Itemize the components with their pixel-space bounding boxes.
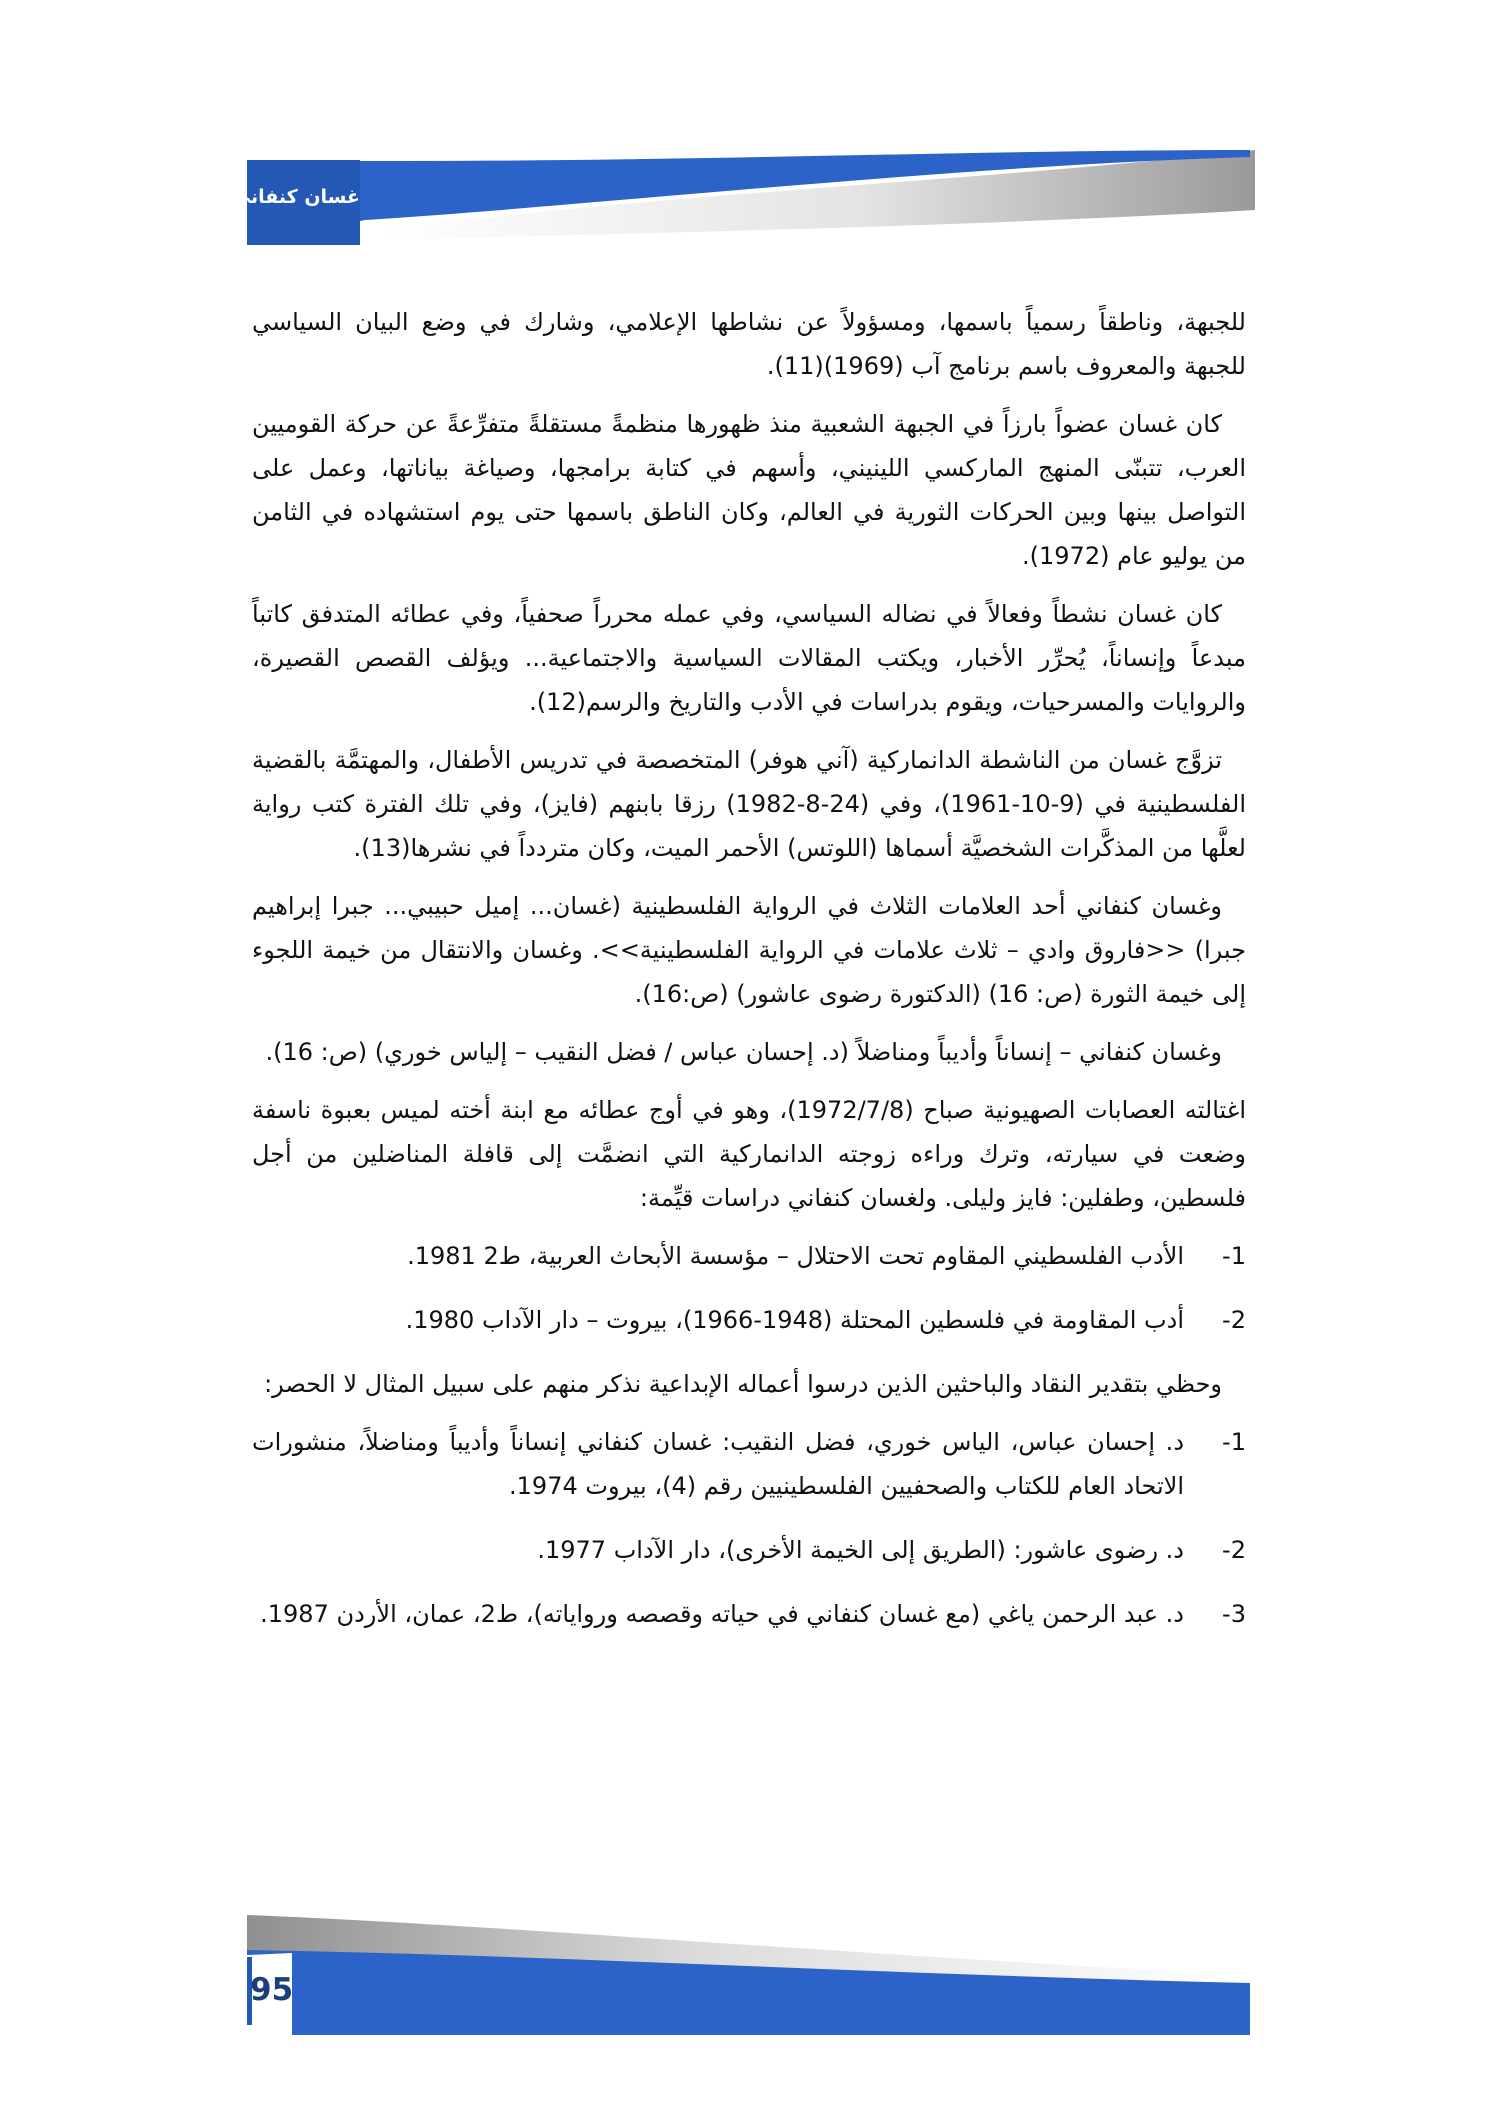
critics-list <box>252 1420 1246 1636</box>
list-item <box>252 1420 1246 1508</box>
paragraph: وغسان كنفاني أحد العلامات الثلاث في الرواية الفلسطينية (غسان... إميل حبيبي... جبرا إبراهيم جبرا) <<فاروق وادي – ثلاث علامات في الرواية الفلسطينية>>. وغسان والانتقال من خيمة اللجوء إلى خيمة الثورة (ص: 16) (الدكتورة رضوى عاشور) (ص:16). <box>252 892 1246 1008</box>
list-number: 2- <box>1222 1536 1246 1564</box>
list-number: 1- <box>1222 1428 1246 1456</box>
paragraph: اغتالته العصابات الصهيونية صباح (1972/7/8)، وهو في أوج عطائه مع ابنة أخته لميس بعبوة ناسفة وضعت في سيارته، وترك وراءه زوجته الدانماركية التي انضمَّت إلى قافلة المناضلين من أجل فلسطين، وطفلين: فايز وليلى. ولغسان كنفاني دراسات قيِّمة: <box>252 1096 1246 1212</box>
list-number: 1- <box>1222 1242 1246 1270</box>
paragraph: وحظي بتقدير النقاد والباحثين الذين درسوا أعماله الإبداعية نذكر منهم على سبيل المثال لا الحصر: <box>264 1370 1222 1398</box>
list-text: الأدب الفلسطيني المقاوم تحت الاحتلال – مؤسسة الأبحاث العربية، ط2 1981. <box>407 1242 1184 1270</box>
list-text: أدب المقاومة في فلسطين المحتلة (1948-1966)، بيروت – دار الآداب 1980. <box>405 1306 1184 1334</box>
studies-list <box>252 1234 1246 1342</box>
header-title: غسان كنفاني <box>231 186 360 208</box>
list-text: د. رضوى عاشور: (الطريق إلى الخيمة الأخرى)، دار الآداب 1977. <box>537 1536 1184 1564</box>
list-item <box>252 1592 1246 1636</box>
paragraph: للجبهة، وناطقاً رسمياً باسمها، ومسؤولاً عن نشاطها الإعلامي، وشارك في وضع البيان السياسي للجبهة والمعروف باسم برنامج آب (1969)(11). <box>252 308 1246 380</box>
list-text: د. عبد الرحمن ياغي (مع غسان كنفاني في حياته وقصصه ورواياته)، ط2، عمان، الأردن 1987. <box>260 1600 1184 1628</box>
list-number: 3- <box>1222 1600 1246 1628</box>
page-number: 95 <box>250 1972 294 2008</box>
list-item <box>252 1298 1246 1342</box>
paragraph: كان غسان نشطاً وفعالاً في نضاله السياسي، وفي عمله محرراً صحفياً، وفي عطائه المتدفق كاتباً مبدعاً وإنساناً، يُحرِّر الأخبار، ويكتب المقالات السياسية والاجتماعية... ويؤلف القصص القصيرة، والروايات والمسرحيات، ويقوم بدراسات في الأدب والتاريخ والرسم(12). <box>252 600 1246 716</box>
paragraph: كان غسان عضواً بارزاً في الجبهة الشعبية منذ ظهورها منظمةً مستقلةً متفرِّعةً عن حركة القوميين العرب، تتبنّى المنهج الماركسي اللينيني، وأسهم في كتابة برامجها، وصياغة بياناتها، وعمل على التواصل بينها وبين الحركات الثورية في العالم، وكان الناطق باسمها حتى يوم استشهاده في الثامن من يوليو عام (1972). <box>252 410 1246 570</box>
list-item <box>252 1234 1246 1278</box>
list-text: د. إحسان عباس، الياس خوري، فضل النقيب: غسان كنفاني إنساناً وأديباً ومناضلاً، منشورات الاتحاد العام للكتاب والصحفيين الفلسطينيين رقم (4)، بيروت 1974. <box>252 1428 1184 1500</box>
footer-band <box>0 1895 1489 2105</box>
paragraph: تزوَّج غسان من الناشطة الدانماركية (آني هوفر) المتخصصة في تدريس الأطفال، والمهتمَّة بالقضية الفلسطينية في (9-10-1961)، وفي (24-8-1982) رزقا بابنهم (فايز)، وفي تلك الفترة كتب رواية لعلَّها من المذكَّرات الشخصيَّة أسماها (اللوتس) الأحمر الميت، وكان متردداً في نشرها(13). <box>252 746 1247 862</box>
list-item <box>252 1528 1246 1572</box>
header-band <box>0 0 1489 290</box>
list-number: 2- <box>1222 1306 1246 1334</box>
page-content <box>252 300 1246 1656</box>
paragraph: وغسان كنفاني – إنساناً وأديباً ومناضلاً (د. إحسان عباس / فضل النقيب – إلياس خوري) (ص: 16). <box>265 1038 1222 1066</box>
